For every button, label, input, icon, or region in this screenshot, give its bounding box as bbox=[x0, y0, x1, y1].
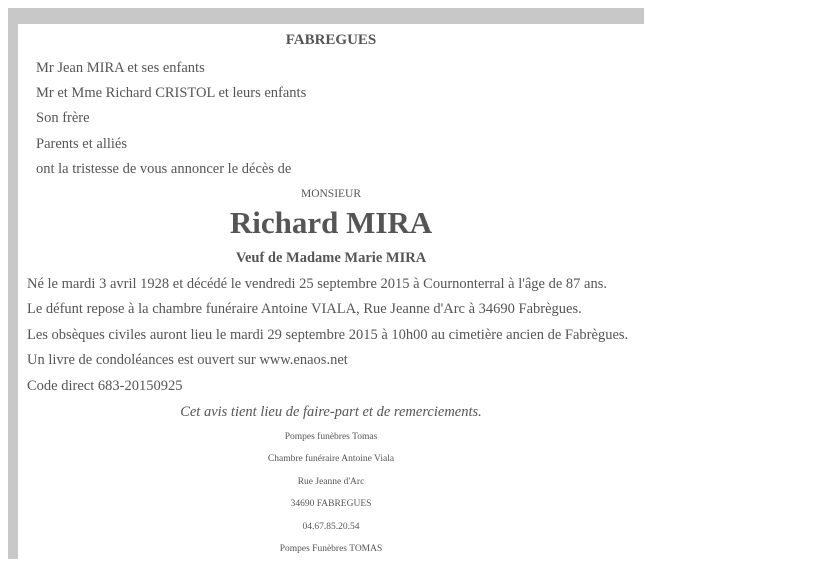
funeral-home-line: 34690 FABREGUES bbox=[290, 499, 372, 509]
closing-note: Cet avis tient lieu de faire-part et de remerciements. bbox=[180, 404, 482, 420]
funeral-home-line: 04.67.85.20.54 bbox=[302, 522, 360, 532]
family-line: Son frère bbox=[36, 110, 90, 126]
death-notice-card bbox=[18, 24, 644, 567]
deceased-name: Richard MIRA bbox=[229, 205, 433, 240]
family-line: Mr et Mme Richard CRISTOL et leurs enfants bbox=[36, 85, 307, 101]
family-line: Mr Jean MIRA et ses enfants bbox=[36, 60, 205, 76]
widow-of-line: Veuf de Madame Marie MIRA bbox=[235, 250, 427, 266]
funeral-home-line: Pompes funèbres Tomas bbox=[284, 432, 378, 442]
funeral-home-line: Pompes Funèbres TOMAS bbox=[279, 544, 383, 554]
detail-line: Le défunt repose à la chambre funéraire Antoine VIALA, Rue Jeanne d'Arc à 34690 Fabrègues. bbox=[27, 301, 582, 317]
condolence-line: Un livre de condoléances est ouvert sur www.enaos.net bbox=[27, 352, 348, 368]
funeral-home-line: Chambre funéraire Antoine Viala bbox=[267, 454, 395, 464]
announcement-line: ont la tristesse de vous annoncer le décès de bbox=[36, 161, 292, 177]
location-heading: FABREGUES bbox=[285, 32, 377, 48]
notice-frame bbox=[8, 8, 644, 559]
honorific-title: MONSIEUR bbox=[300, 188, 362, 200]
detail-line: Les obsèques civiles auront lieu le mardi 29 septembre 2015 à 10h00 au cimetière ancien de Fabrègues. bbox=[27, 327, 629, 343]
family-line: Parents et alliés bbox=[36, 136, 128, 152]
funeral-home-line: Rue Jeanne d'Arc bbox=[297, 477, 365, 487]
detail-line: Né le mardi 3 avril 1928 et décédé le vendredi 25 septembre 2015 à Cournonterral à l'âge de 87 ans. bbox=[27, 276, 607, 292]
direct-code-line: Code direct 683-20150925 bbox=[27, 378, 183, 394]
